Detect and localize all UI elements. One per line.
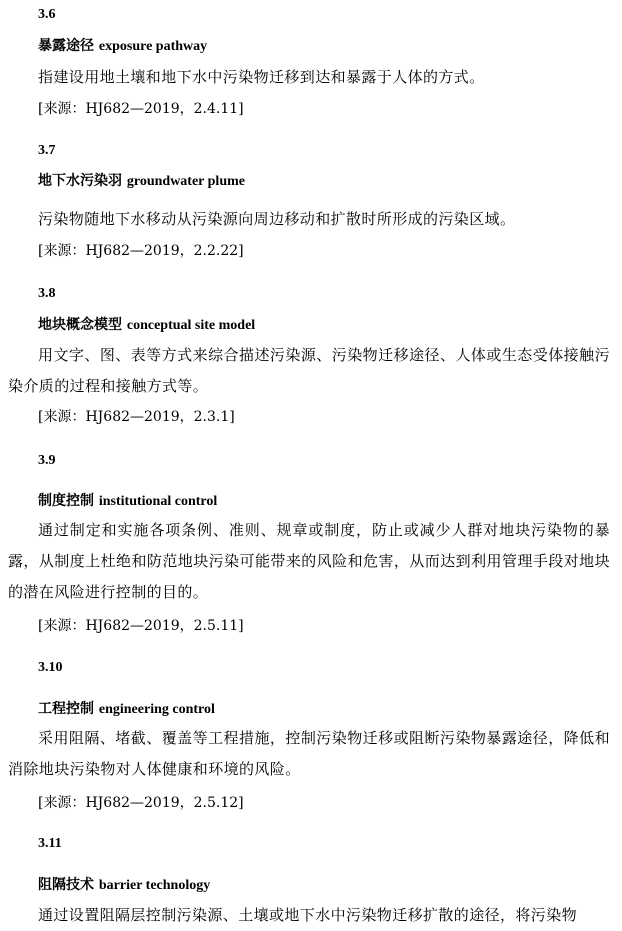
term-source: [来源：HJ682—2019，2.5.11] (38, 618, 244, 634)
term-chinese: 工程控制 (38, 701, 94, 717)
term-heading (38, 876, 210, 895)
term-chinese: 地下水污染羽 (38, 173, 122, 189)
term-heading (38, 700, 215, 719)
term-source: [来源：HJ682—2019，2.2.22] (38, 243, 244, 259)
term-heading (38, 37, 207, 56)
term-chinese: 阻隔技术 (38, 877, 94, 893)
term-source: [来源：HJ682—2019，2.3.1] (38, 409, 235, 425)
term-english: engineering control (98, 702, 215, 717)
section-number: 3.9 (38, 453, 56, 468)
term-chinese: 制度控制 (38, 493, 94, 509)
term-source: [来源：HJ682—2019，2.4.11] (38, 101, 244, 117)
term-english: institutional control (98, 494, 218, 509)
term-definition: 采用阻隔、堵截、覆盖等工程措施，控制污染物迁移或阻断污染物暴露途径，降低和消除地块污染物对人体健康和环境的风险。 (8, 729, 610, 778)
section-number: 3.10 (38, 660, 63, 675)
term-english: barrier technology (98, 878, 211, 893)
term-chinese: 地块概念模型 (38, 317, 122, 333)
term-english: groundwater plume (126, 174, 245, 189)
term-english: conceptual site model (126, 318, 256, 333)
term-definition: 污染物随地下水移动从污染源向周边移动和扩散时所形成的污染区域。 (38, 210, 516, 228)
term-source: [来源：HJ682—2019，2.5.12] (38, 795, 244, 811)
term-chinese: 暴露途径 (38, 38, 94, 54)
section-number: 3.7 (38, 143, 56, 158)
term-definition: 用文字、图、表等方式来综合描述污染源、污染物迁移途径、人体或生态受体接触污染介质的过程和接触方式等。 (8, 346, 610, 395)
term-definition: 通过设置阻隔层控制污染源、土壤或地下水中污染物迁移扩散的途径，将污染物 (38, 906, 578, 924)
section-number: 3.8 (38, 286, 56, 301)
section-number: 3.6 (38, 7, 56, 22)
term-english: exposure pathway (98, 39, 208, 54)
term-definition: 指建设用地土壤和地下水中污染物迁移到达和暴露于人体的方式。 (38, 68, 485, 86)
term-heading (38, 172, 245, 191)
term-heading (38, 492, 217, 511)
term-definition: 通过制定和实施各项条例、准则、规章或制度，防止或减少人群对地块污染物的暴露，从制度上杜绝和防范地块污染可能带来的风险和危害，从而达到利用管理手段对地块的潜在风险进行控制的目的。 (8, 521, 610, 601)
section-number: 3.11 (38, 836, 62, 851)
term-heading (38, 316, 255, 335)
